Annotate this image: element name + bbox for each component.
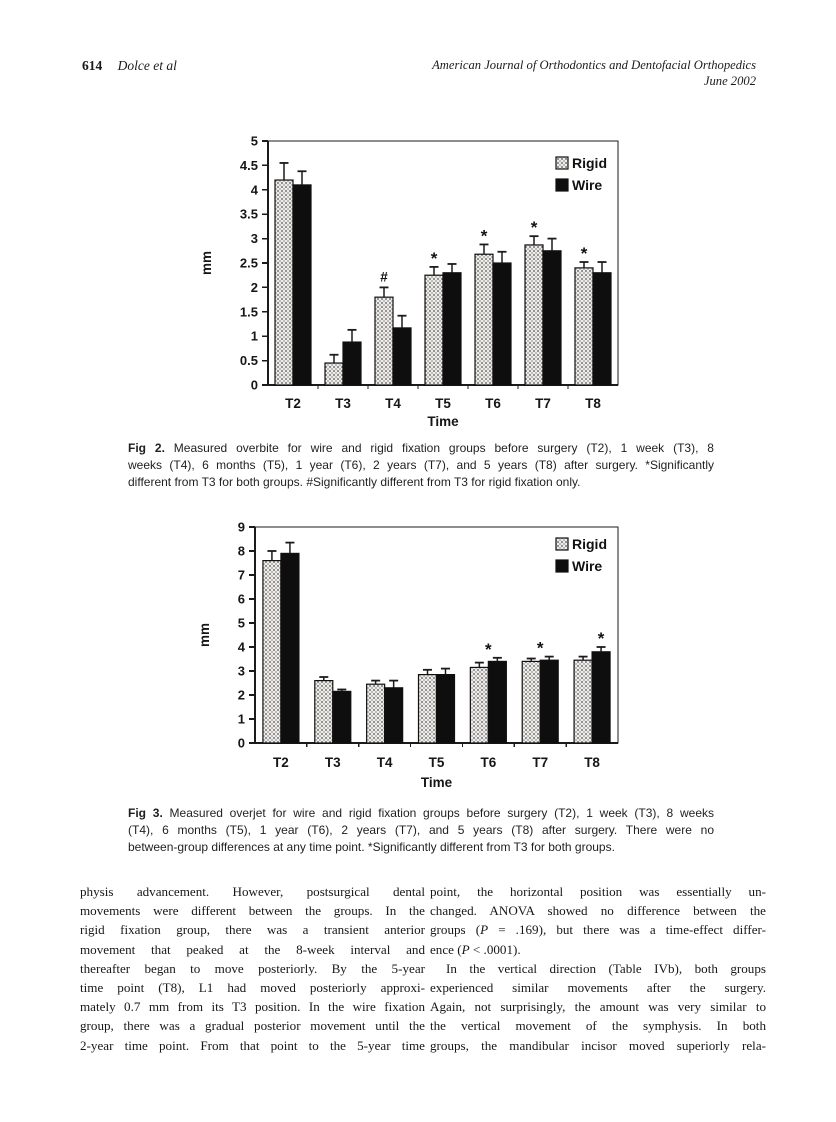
fig3-xtick-T3: T3 — [324, 755, 341, 770]
body-right-line: experienced similar movements after the surgery. — [430, 979, 766, 995]
fig3-bar-rigid-T3 — [315, 681, 333, 743]
fig3-xtick-T7: T7 — [532, 755, 549, 770]
fig2-caption-line: weeks (T4), 6 months (T5), 1 year (T6), 2 years (T7), and 5 years (T8) after surgery. *Significantly — [128, 458, 714, 472]
fig3-bar-wire-T3 — [333, 691, 351, 743]
body-text-left-column — [80, 882, 425, 1055]
fig2-caption-line: Fig 2. Measured overbite for wire and rigid fixation groups before surgery (T2), 1 week (T3), 8 — [128, 441, 714, 455]
fig3-ytick-0: 0 — [237, 735, 245, 751]
body-right-line: Again, not surprisingly, the amount was very similar to — [430, 999, 766, 1015]
fig2-ytick-3.5: 3.5 — [239, 206, 258, 222]
fig2-xtick-T5: T5 — [435, 396, 451, 411]
fig2-annotation-*-T6: * — [480, 226, 488, 246]
fig2-bar-wire-T4 — [393, 328, 411, 385]
fig3-caption-line: (T4), 6 months (T5), 1 year (T6), 2 years (T7), and 5 years (T8) after surgery. There were no — [128, 823, 714, 837]
body-left-line: mately 0.7 mm from its T3 position. In the wire fixation — [80, 999, 425, 1015]
fig2-annotation-*-T7: * — [530, 218, 538, 238]
fig2-annotation-#-T4: # — [380, 269, 388, 285]
fig2-overbite-bar-chart — [193, 130, 663, 430]
fig3-legend-swatch-rigid — [556, 538, 568, 550]
fig2-ytick-4.5: 4.5 — [239, 157, 258, 173]
fig3-legend-swatch-wire — [556, 560, 568, 572]
fig2-caption-line: different from T3 for both groups. #Significantly different from T3 for rigid fixation only. — [128, 475, 581, 489]
body-left-line: thereafter began to move posteriorly. By the 5-year — [80, 960, 425, 976]
page-header — [82, 58, 756, 89]
fig3-xtick-T6: T6 — [480, 755, 497, 770]
body-right-line: ence (P < .0001). — [430, 941, 521, 957]
fig2-xtick-T3: T3 — [335, 396, 351, 411]
fig3-yaxis-label: mm — [197, 622, 212, 648]
fig3-overjet-bar-chart — [193, 513, 663, 805]
fig2-bar-rigid-T4 — [375, 297, 393, 385]
fig2-annotation-*-T5: * — [430, 248, 438, 268]
fig3-ytick-1: 1 — [237, 711, 245, 727]
fig3-caption-line: Fig 3. Measured overjet for wire and rigid fixation groups before surgery (T2), 1 week (T3), 8 weeks — [128, 806, 714, 820]
fig3-ytick-7: 7 — [237, 567, 245, 583]
fig2-legend-swatch-wire — [556, 179, 568, 191]
fig2-ytick-0.5: 0.5 — [239, 353, 258, 369]
running-head-right — [432, 58, 756, 89]
fig2-xtick-T7: T7 — [535, 396, 551, 411]
fig2-ytick-2.5: 2.5 — [239, 255, 258, 271]
fig3-bar-wire-T7 — [540, 660, 558, 743]
journal-issue: June 2002 — [703, 73, 756, 88]
fig2-ytick-3: 3 — [250, 231, 258, 247]
running-head-left — [82, 58, 177, 74]
fig3-annotation-*-T8: * — [597, 629, 605, 648]
body-left-line: physis advancement. However, postsurgical dental — [80, 884, 425, 899]
fig2-xtick-T8: T8 — [585, 396, 601, 411]
fig2-caption — [128, 440, 714, 491]
fig3-annotation-*-T7: * — [536, 638, 544, 658]
fig2-ytick-2: 2 — [250, 279, 258, 295]
body-left-line: movement that peaked at the 8-week interval and — [80, 941, 425, 957]
fig3-xtick-T4: T4 — [376, 755, 393, 770]
fig3-bar-rigid-T7 — [522, 661, 540, 743]
fig3-ytick-2: 2 — [237, 687, 245, 703]
fig3-ytick-6: 6 — [237, 591, 245, 607]
page-number: 614 — [82, 58, 103, 73]
body-left-line: movements were different between the groups. In the — [80, 903, 425, 919]
fig2-bar-wire-T8 — [593, 273, 611, 385]
body-right-line: the vertical movement of the symphysis. In both — [430, 1018, 766, 1034]
fig2-bar-wire-T7 — [543, 251, 561, 385]
fig2-ytick-1: 1 — [250, 328, 258, 344]
fig2-xtick-T4: T4 — [385, 396, 401, 411]
fig2-ytick-4: 4 — [250, 182, 258, 198]
body-left-line: 2-year time point. From that point to the 5-year time — [80, 1037, 425, 1053]
fig3-bar-rigid-T5 — [419, 675, 437, 743]
fig3-ytick-3: 3 — [237, 663, 245, 679]
fig3-xaxis-label: Time — [420, 775, 453, 790]
fig3-xtick-T5: T5 — [428, 755, 445, 770]
fig2-bar-rigid-T7 — [525, 245, 543, 385]
fig3-bar-rigid-T6 — [470, 667, 488, 743]
body-right-line: groups (P = .169), but there was a time-effect differ- — [430, 922, 766, 938]
fig2-bar-wire-T6 — [493, 263, 511, 385]
fig2-bar-wire-T2 — [293, 185, 311, 385]
fig2-bar-rigid-T5 — [425, 275, 443, 385]
fig2-bar-rigid-T8 — [575, 268, 593, 385]
fig2-ytick-5: 5 — [250, 133, 258, 149]
body-right-line: point, the horizontal position was essentially un- — [430, 884, 766, 899]
fig3-bar-rigid-T2 — [263, 561, 281, 743]
fig2-ytick-1.5: 1.5 — [239, 304, 258, 320]
fig3-bar-wire-T5 — [437, 675, 455, 743]
fig3-ytick-4: 4 — [237, 639, 245, 655]
fig3-bar-wire-T8 — [592, 652, 610, 743]
journal-name: American Journal of Orthodontics and Dentofacial Orthopedics — [432, 58, 756, 72]
fig3-bar-wire-T4 — [385, 688, 403, 743]
fig3-bar-wire-T2 — [281, 553, 299, 743]
fig3-ytick-9: 9 — [237, 519, 245, 535]
fig2-xaxis-label: Time — [427, 414, 459, 429]
fig3-ytick-5: 5 — [237, 615, 245, 631]
fig2-bar-wire-T5 — [443, 273, 461, 385]
body-right-line: changed. ANOVA showed no difference between the — [430, 903, 766, 919]
fig2-annotation-*-T8: * — [580, 244, 588, 264]
fig3-bar-rigid-T4 — [367, 684, 385, 743]
fig3-caption-line: between-group differences at any time point. *Significantly different from T3 for both groups. — [128, 840, 615, 854]
fig2-yaxis-label: mm — [199, 250, 214, 276]
body-left-line: time point (T8), L1 had moved posteriorly approxi- — [80, 979, 425, 995]
fig2-legend-swatch-rigid — [556, 157, 568, 169]
fig3-legend-label-wire: Wire — [572, 558, 603, 574]
fig2-legend-label-wire: Wire — [572, 177, 603, 193]
fig3-annotation-*-T6: * — [485, 639, 492, 659]
fig2-ytick-0: 0 — [250, 377, 258, 393]
fig2-xtick-T2: T2 — [285, 396, 301, 411]
fig2-legend-label-rigid: Rigid — [572, 155, 607, 171]
fig3-bar-wire-T6 — [488, 661, 506, 743]
fig2-bar-wire-T3 — [343, 342, 361, 385]
fig2-bar-rigid-T2 — [275, 180, 293, 385]
fig2-bar-rigid-T3 — [325, 363, 343, 385]
body-right-line: In the vertical direction (Table IVb), both groups — [446, 960, 766, 976]
body-right-line: groups, the mandibular incisor moved superiorly rela- — [430, 1037, 766, 1053]
fig3-ytick-8: 8 — [237, 543, 245, 559]
fig3-xtick-T8: T8 — [584, 755, 600, 770]
body-text-right-column — [430, 882, 766, 1055]
running-authors: Dolce et al — [117, 58, 177, 73]
fig3-bar-rigid-T8 — [574, 660, 592, 743]
fig3-xtick-T2: T2 — [273, 755, 289, 770]
fig3-caption — [128, 805, 714, 856]
body-left-line: group, there was a gradual posterior movement until the — [80, 1018, 425, 1034]
fig2-xtick-T6: T6 — [485, 396, 501, 411]
fig3-legend-label-rigid: Rigid — [572, 536, 607, 552]
body-left-line: rigid fixation group, there was a transient anterior — [80, 922, 425, 938]
fig2-bar-rigid-T6 — [475, 254, 493, 385]
